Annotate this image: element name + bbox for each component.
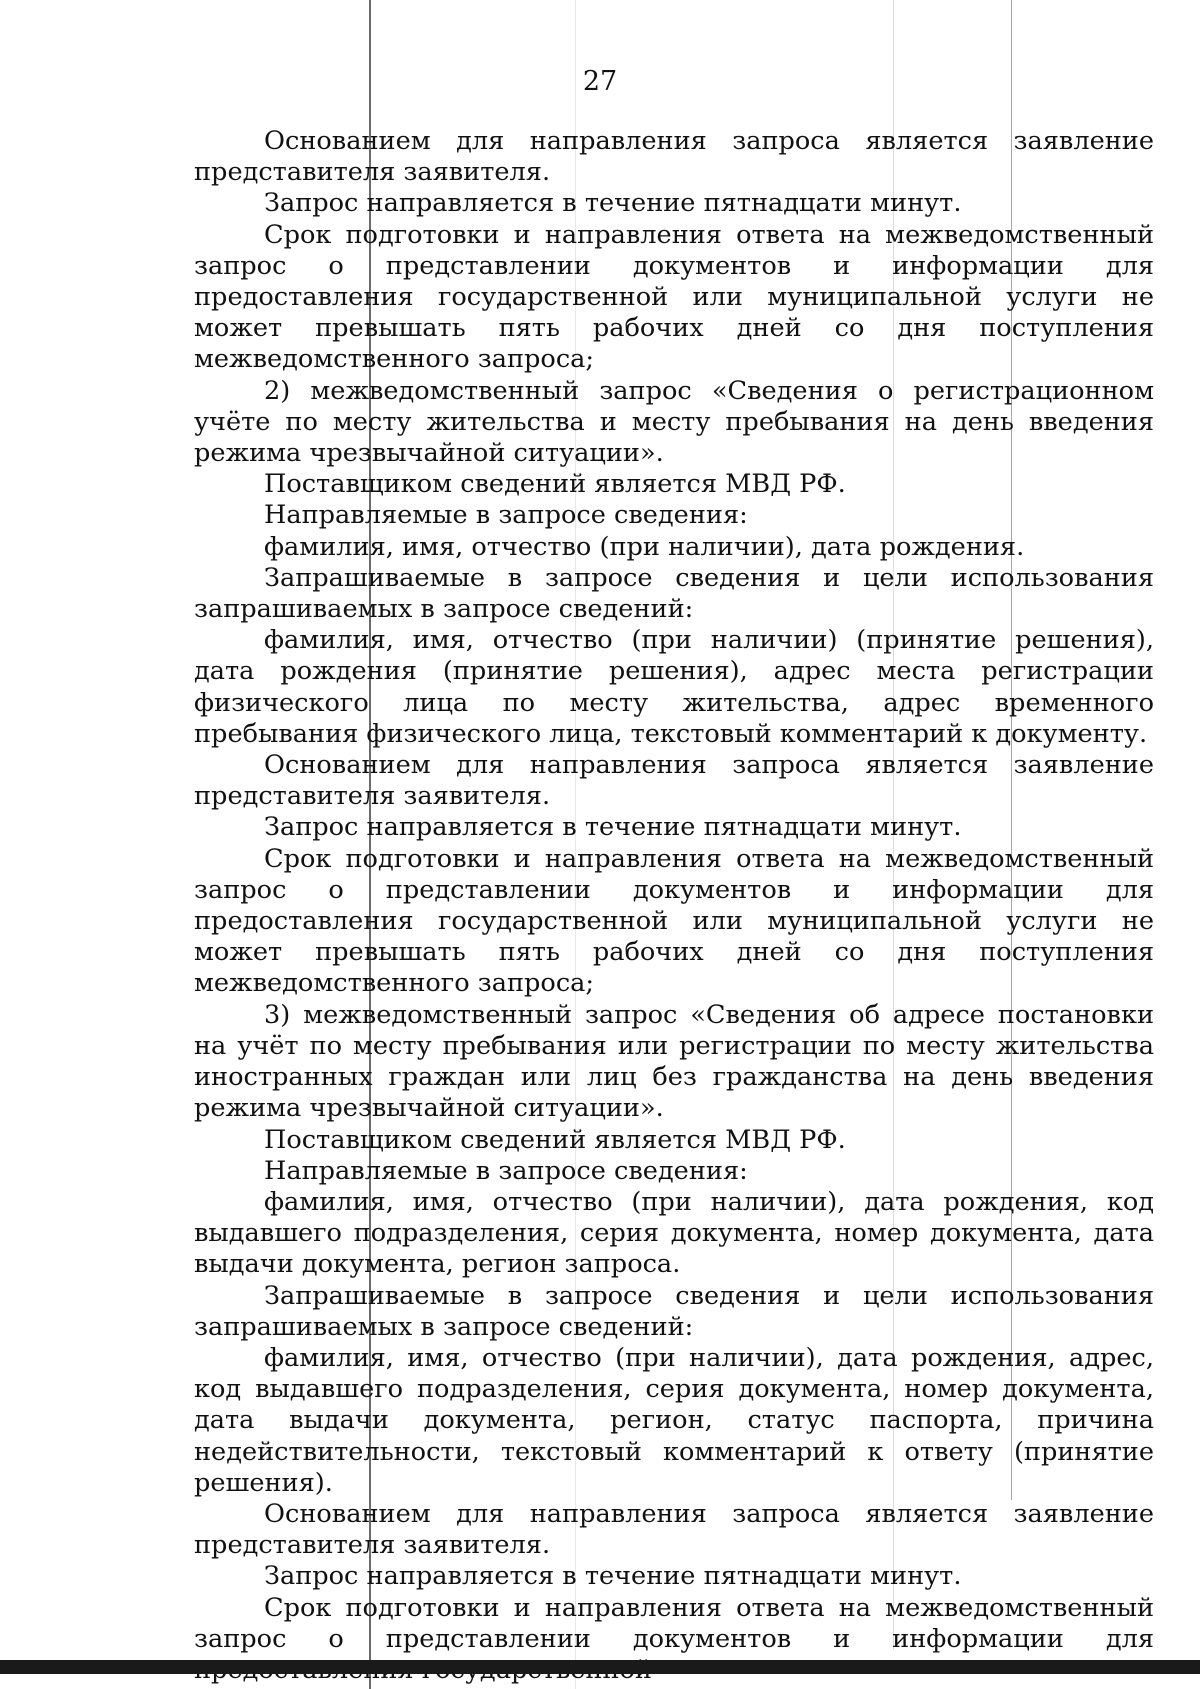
scan-bottom-edge [0,1660,1200,1674]
paragraph: 3) межведомственный запрос «Сведения об адресе постановки на учёт по месту пребывания или регистрации по месту жительства иностранных граждан или лиц без гражданства на день введения режима чрезвычайной ситуации». [194,999,1154,1124]
paragraph: Поставщиком сведений является МВД РФ. [264,1124,846,1155]
paragraph: Запрос направляется в течение пятнадцати минут. [264,1561,962,1592]
paragraph: Основанием для направления запроса является заявление представителя заявителя. [194,1498,1154,1561]
paragraph: Направляемые в запросе сведения: [264,500,748,531]
paragraph: Основанием для направления запроса является заявление представителя заявителя. [194,750,1154,812]
paragraph: 2) межведомственный запрос «Сведения о регистрационном учёте по месту жительства и месту пребывания на день введения режима чрезвычайной ситуации». [194,375,1154,469]
paragraph: фамилия, имя, отчество (при наличии), дата рождения, код выдавшего подразделения, серия документа, номер документа, дата выдачи документа, регион запроса. [194,1186,1154,1280]
paragraph: Основанием для направления запроса является заявление представителя заявителя. [194,126,1154,188]
paragraph: Срок подготовки и направления ответа на межведомственный запрос о представлении документов и информации для [194,1592,1154,1654]
paragraph: Срок подготовки и направления ответа на межведомственный запрос о представлении документов и информации для предоставления государственной или муниципальной услуги не может превышать пять рабочих дней со дня поступления межведомственного запроса; [194,843,1154,999]
paragraph: Срок подготовки и направления ответа на межведомственный запрос о представлении документов и информации для предоставления государственной или муниципальной услуги не может превышать пять рабочих дней со дня поступления межведомственного запроса; [194,219,1154,375]
paragraph: фамилия, имя, отчество (при наличии), дата рождения, адрес, код выдавшего подразделения, серия документа, номер документа, дата выдачи документа, регион, статус паспорта, причина недействительности, текстовый комментарий к ответу (принятие решения). [194,1342,1154,1498]
paragraph: Запрашиваемые в запросе сведения и цели использования запрашиваемых в запросе сведений: [194,1280,1154,1342]
paragraph: Направляемые в запросе сведения: [264,1155,748,1186]
paragraph: Запрашиваемые в запросе сведения и цели использования запрашиваемых в запросе сведений: [194,562,1154,625]
paragraph: Запрос направляется в течение пятнадцати минут. [264,812,962,843]
page-number: 27 [582,66,618,97]
paragraph: Запрос направляется в течение пятнадцати минут. [264,188,962,219]
document-body [194,126,1154,1686]
paragraph: Поставщиком сведений является МВД РФ. [264,469,846,500]
paragraph: фамилия, имя, отчество (при наличии), дата рождения. [264,531,1025,562]
paragraph: фамилия, имя, отчество (при наличии) (принятие решения), дата рождения (принятие решения), адрес места регистрации физического лица по месту жительства, адрес временного пребывания физического лица, текстовый комментарий к документу. [194,625,1154,749]
